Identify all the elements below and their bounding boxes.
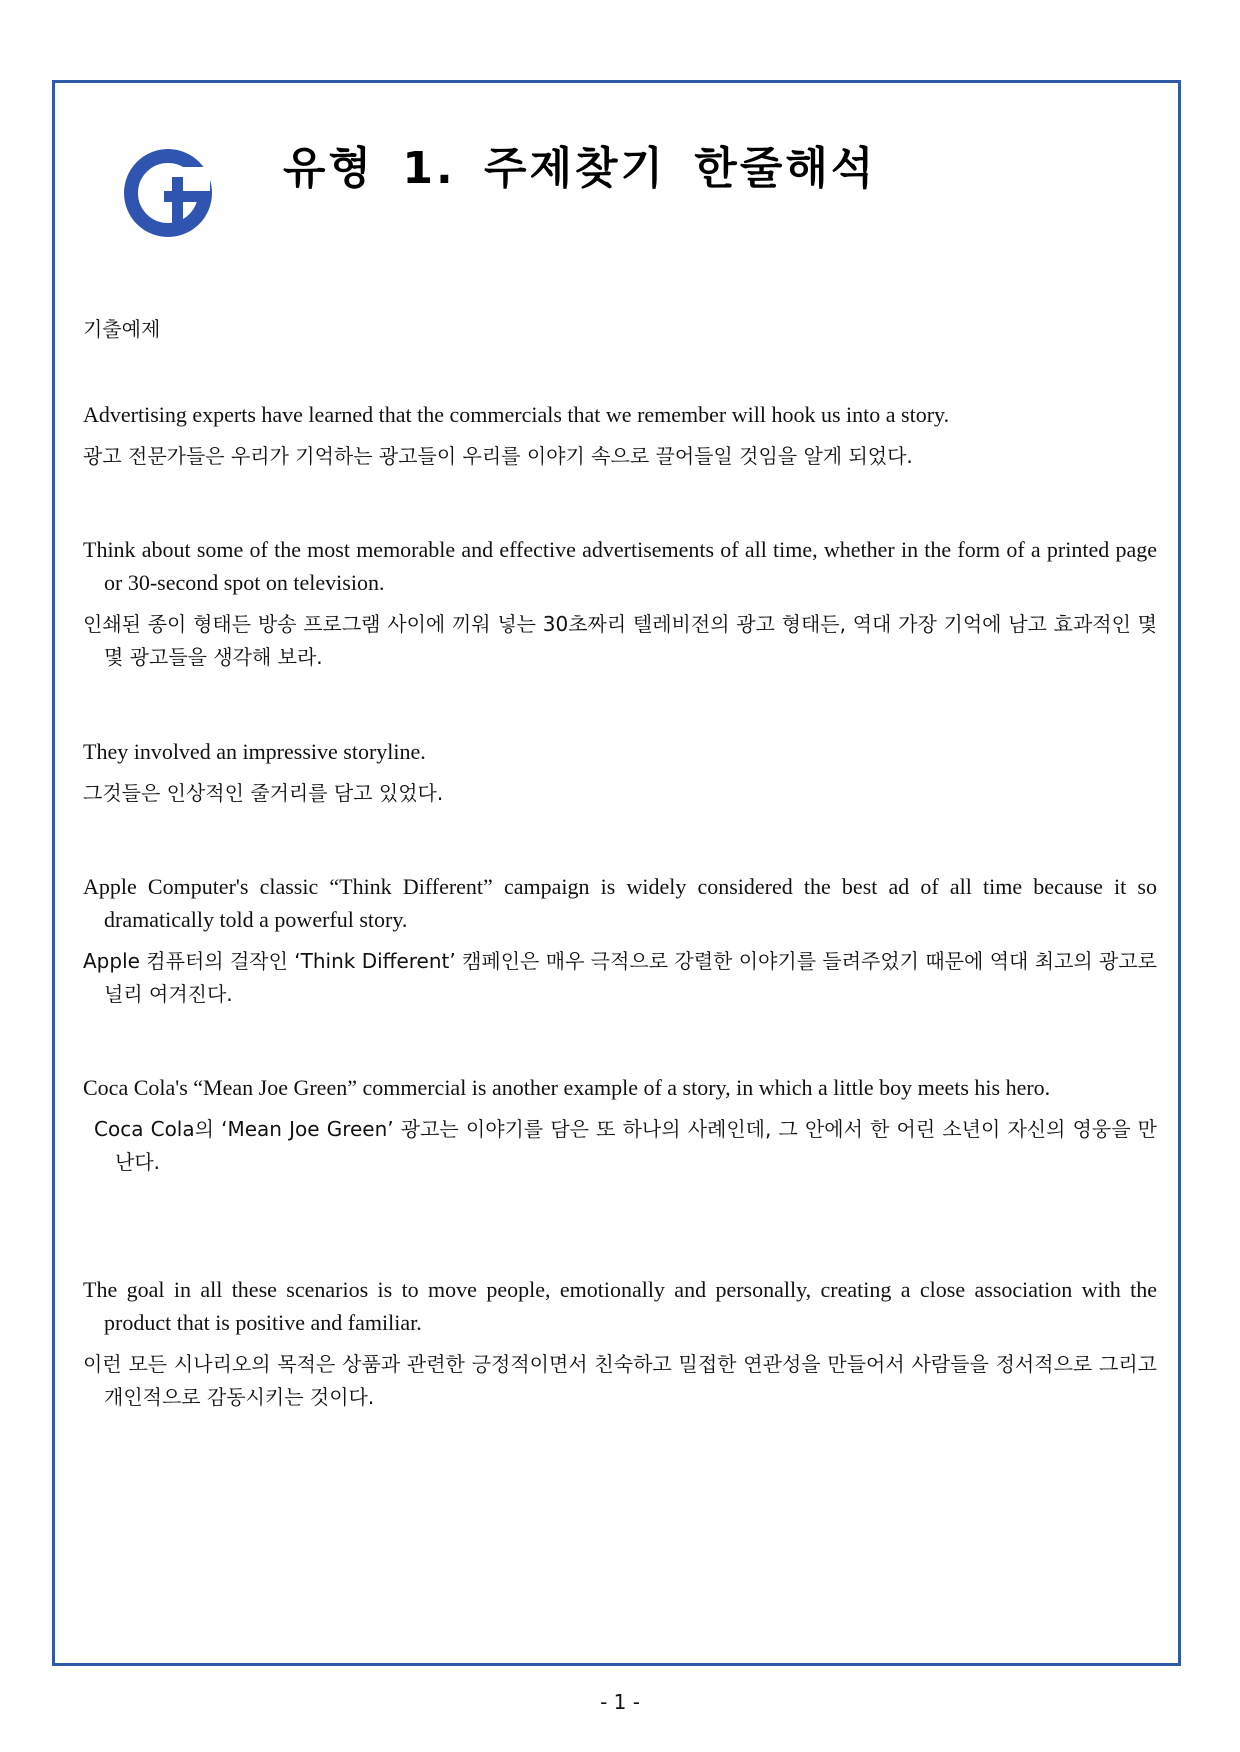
english-sentence: Advertising experts have learned that the commercials that we remember will hook us into a story. — [83, 402, 950, 427]
korean-translation: Apple 컴퓨터의 걸작인 ‘Think Different’ 캠페인은 매우 극적으로 강렬한 이야기를 들려주었기 때문에 역대 최고의 광고로 널리 여겨진다. — [83, 949, 1157, 1006]
sentence-block-3 — [83, 735, 1157, 810]
korean-translation: 광고 전문가들은 우리가 기억하는 광고들이 우리를 이야기 속으로 끌어들일 것임을 알게 되었다. — [83, 444, 913, 468]
english-sentence: The goal in all these scenarios is to move people, emotionally and personally, creating a close association with the product that is positive and familiar. — [83, 1277, 1157, 1335]
sentence-block-4 — [83, 870, 1157, 1011]
english-sentence: Apple Computer's classic “Think Different” campaign is widely considered the best ad of all time because it so dramatically told a powerful story. — [83, 874, 1157, 932]
korean-translation: 이런 모든 시나리오의 목적은 상품과 관련한 긍정적이면서 친숙하고 밀접한 연관성을 만들어서 사람들을 정서적으로 그리고 개인적으로 감동시키는 것이다. — [83, 1352, 1157, 1409]
publisher-logo-icon — [122, 147, 214, 239]
sentence-block-1 — [83, 398, 1157, 473]
example-label: 기출예제 — [83, 317, 161, 341]
english-sentence: Think about some of the most memorable and effective advertisements of all time, whether in the form of a printed page or 30-second spot on television. — [83, 537, 1157, 595]
sentence-block-2 — [83, 533, 1157, 674]
sentence-block-5 — [83, 1071, 1157, 1179]
page-title: 유형 1. 주제찾기 한줄해석 — [283, 143, 877, 194]
english-sentence: They involved an impressive storyline. — [83, 739, 426, 764]
english-sentence: Coca Cola's “Mean Joe Green” commercial is another example of a story, in which a little boy meets his hero. — [83, 1075, 1051, 1100]
korean-translation: Coca Cola의 ‘Mean Joe Green’ 광고는 이야기를 담은 또 하나의 사례인데, 그 안에서 한 어린 소년이 자신의 영웅을 만난다. — [94, 1117, 1157, 1174]
korean-translation: 그것들은 인상적인 줄거리를 담고 있었다. — [83, 781, 444, 805]
korean-translation: 인쇄된 종이 형태든 방송 프로그램 사이에 끼워 넣는 30초짜리 텔레비전의 광고 형태든, 역대 가장 기억에 남고 효과적인 몇몇 광고들을 생각해 보라. — [83, 612, 1157, 669]
sentence-block-6 — [83, 1273, 1157, 1414]
page-number: - 1 - — [600, 1690, 640, 1714]
